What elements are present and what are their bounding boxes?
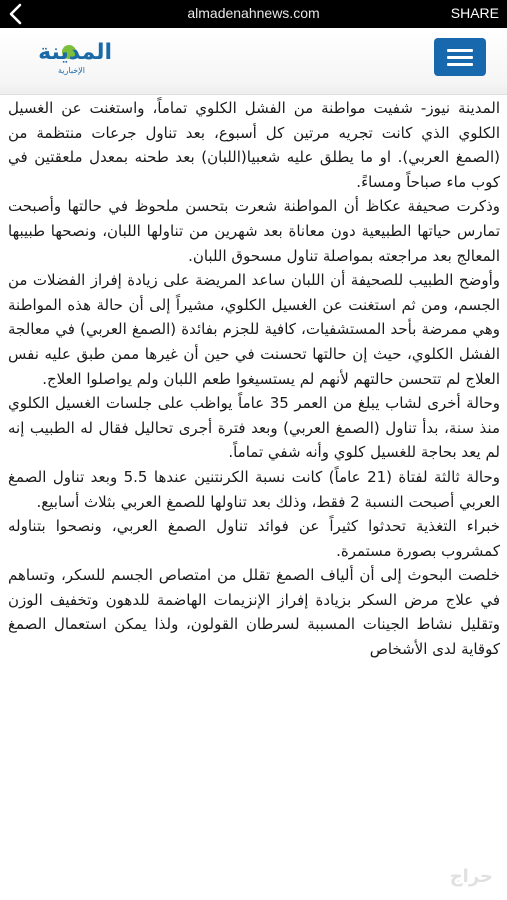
article-paragraph: خبراء التغذية تحدثوا كثيراً عن فوائد تناول الصمغ العربي، ونصحوا بتناوله كمشروب بصورة مستمرة. <box>8 517 500 560</box>
logo-text: المدينة <box>38 40 112 65</box>
article-paragraph: وأوضح الطبيب للصحيفة أن اللبان ساعد المريضة على زيادة إفراز الفضلات من الجسم، ومن ثم استغنت عن الغسيل الكلوي، مشيراً إلى أن حالة هذه المواطنة وهي ممرضة بأحد المستشفيات، كافية للجزم بفائدة (الصمغ العربي) في معالجة الفشل الكلوي، حيث إن حالتها تحسنت في حين أن غيرها ممن طبق عليه نفس العلاج لم تتحسن حالتهم لأنهم لم يستسيغوا طعم اللبان ولم يواصلوا العلاج. <box>8 271 500 388</box>
watermark: حراج <box>449 866 493 887</box>
article-paragraph: خلصت البحوث إلى أن ألياف الصمغ تقلل من امتصاص الجسم للسكر، وتساهم في علاج مرض السكر بزيادة إفراز الإنزيمات الهاضمة للدهون وتخفيف الوزن وتقليل نشاط الجينات المسببة لسرطان القولون، ولذا يمكن استعمال الصمغ كوقاية لدى الأشخاص <box>8 566 500 659</box>
article-body <box>8 96 500 900</box>
menu-line-icon <box>447 63 473 66</box>
share-button[interactable]: SHARE <box>450 5 499 21</box>
page-url[interactable]: almadenahnews.com <box>187 5 320 21</box>
browser-top-bar <box>0 0 507 28</box>
menu-line-icon <box>447 49 473 52</box>
article-paragraph: وحالة ثالثة لفتاة (21 عاماً) كانت نسبة الكرنتنين عندها 5.5 وبعد تناول الصمغ العربي أصبحت النسبة 2 فقط، وذلك بعد تناولها للصمغ العربي بثلاث أسابيع. <box>8 467 500 511</box>
logo-subtext: الإخبارية <box>58 66 85 75</box>
hamburger-menu-button[interactable] <box>434 38 486 76</box>
site-logo[interactable] <box>28 40 112 78</box>
article-paragraph: وذكرت صحيفة عكاظ أن المواطنة شعرت بتحسن ملحوظ في حالتها وأصبحت تمارس حياتها الطبيعية دون معاناة بعد شهرين من تناولها اللبان، ونصحها طبيبها المعالج بعد مراجعته بمواصلة تناول مسحوق اللبان. <box>8 197 500 265</box>
site-header <box>0 28 507 95</box>
article-paragraph: وحالة أخرى لشاب يبلغ من العمر 35 عاماً يواظب على جلسات الغسيل الكلوي منذ سنة، بدأ تناول (الصمغ العربي) وبعد فترة أجرى تحاليل فقال له الطبيب إنه لم يعد بحاجة للغسيل كلوي وأنه شفي تماماً. <box>8 394 500 462</box>
menu-line-icon <box>447 56 473 59</box>
article-paragraph: المدينة نيوز- شفيت مواطنة من الفشل الكلوي تماماً، واستغنت عن الغسيل الكلوي الذي كانت تجريه مرتين كل أسبوع، بعد تناول جرعات منتظمة من (الصمغ العربي). او ما يطلق عليه شعبيا(اللبان) بعد طحنه بمعدل ملعقتين في كوب ماء صباحاً ومساءً. <box>8 99 500 191</box>
